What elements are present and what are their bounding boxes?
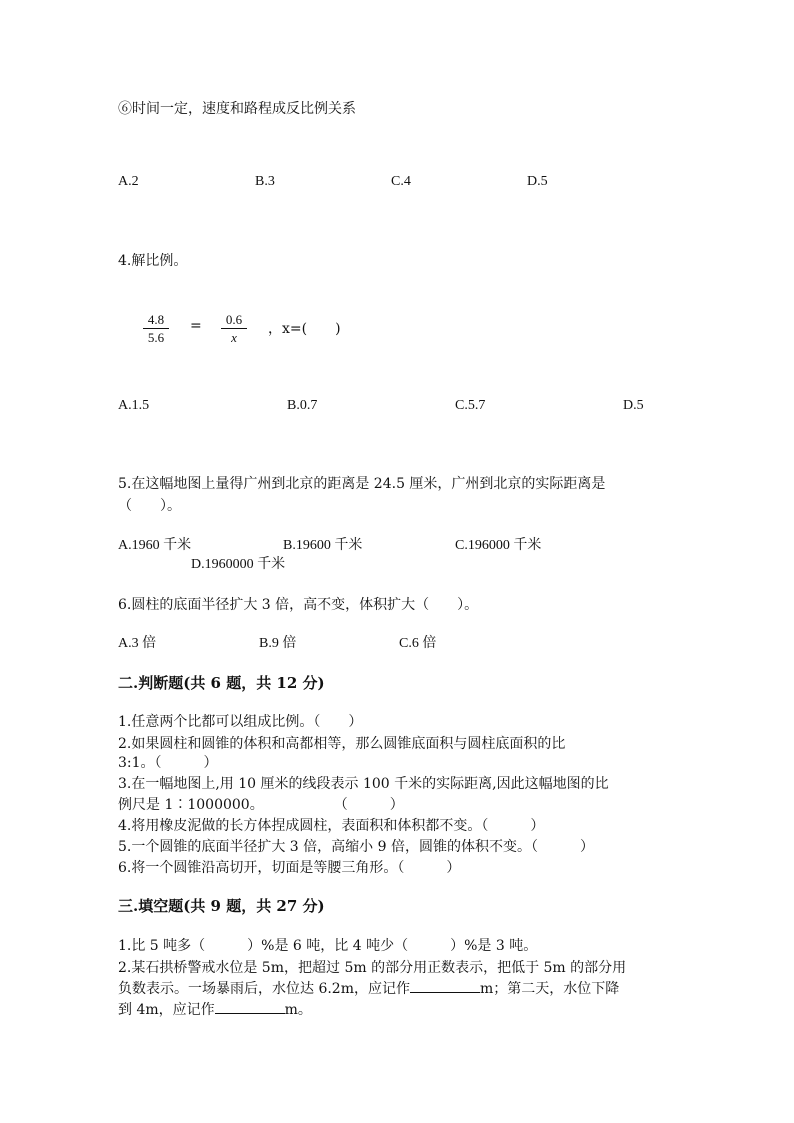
q4-option-b[interactable]: B.0.7 <box>287 398 318 413</box>
fraction-bar <box>221 328 247 329</box>
section-2-heading: 二.判断题(共 6 题，共 12 分) <box>118 674 325 692</box>
q5-option-d[interactable]: D.1960000 千米 <box>191 557 286 572</box>
q3-item-6: ⑥时间一定，速度和路程成反比例关系 <box>118 101 356 117</box>
fill-item-2-cont2 <box>118 999 312 1019</box>
q6-option-c[interactable]: C.6 倍 <box>399 636 437 651</box>
q6-option-b[interactable]: B.9 倍 <box>259 636 297 651</box>
fill-item-2-text-c: 到 4m，应记作 <box>118 1002 215 1018</box>
judge-item-6: 6.将一个圆锥沿高切开，切面是等腰三角形。（ ） <box>118 860 461 876</box>
judge-item-1: 1.任意两个比都可以组成比例。（ ） <box>118 714 363 730</box>
q4-fraction-right-numerator: 0.6 <box>225 312 243 327</box>
fraction-bar <box>143 328 169 329</box>
fill-item-2-cont <box>118 978 619 998</box>
q5-text-line2: （ ）。 <box>118 498 181 514</box>
q4-option-d[interactable]: D.5 <box>623 398 644 413</box>
q4-option-c[interactable]: C.5.7 <box>455 398 486 413</box>
q5-option-a[interactable]: A.1960 千米 <box>118 538 192 553</box>
fill-item-2-text-b: m；第二天，水位下降 <box>480 981 620 997</box>
q4-equals-sign: = <box>190 318 202 334</box>
q6-option-a[interactable]: A.3 倍 <box>118 636 157 651</box>
judge-item-4: 4.将用橡皮泥做的长方体捏成圆柱，表面积和体积都不变。（ ） <box>118 818 545 834</box>
fill-item-1: 1.比 5 吨多（ ）%是 6 吨，比 4 吨少（ ）%是 3 吨。 <box>118 938 538 954</box>
q4-fraction-left <box>143 312 169 345</box>
q5-option-c[interactable]: C.196000 千米 <box>455 538 542 553</box>
q5-text-line1: 5.在这幅地图上量得广州到北京的距离是 24.5 厘米，广州到北京的实际距离是 <box>118 476 606 492</box>
q4-answer-blank: ，x=( ) <box>268 321 341 337</box>
judge-item-3-cont: 例尺是 1∶1000000。 （ ） <box>118 797 404 813</box>
fill-item-2-text-d: m。 <box>284 1002 312 1018</box>
judge-item-5: 5.一个圆锥的底面半径扩大 3 倍，高缩小 9 倍，圆锥的体积不变。（ ） <box>118 839 594 855</box>
judge-item-3: 3.在一幅地图上,用 10 厘米的线段表示 100 千米的实际距离,因此这幅地图的比 <box>118 776 609 792</box>
answer-blank[interactable] <box>215 999 285 1014</box>
judge-item-2-cont: 3:1。（ ） <box>118 755 218 771</box>
q4-option-a[interactable]: A.1.5 <box>118 398 150 413</box>
q6-text: 6.圆柱的底面半径扩大 3 倍，高不变，体积扩大（ ）。 <box>118 597 479 613</box>
q4-fraction-right-denominator: x <box>231 330 237 345</box>
q4-fraction-right <box>221 312 247 345</box>
answer-blank[interactable] <box>410 978 480 993</box>
fill-item-2-text-a: 负数表示。一场暴雨后，水位达 6.2m，应记作 <box>118 981 410 997</box>
q3-option-d[interactable]: D.5 <box>527 174 548 189</box>
fill-item-2: 2.某石拱桥警戒水位是 5m，把超过 5m 的部分用正数表示，把低于 5m 的部分用 <box>118 960 627 976</box>
q4-title: 4.解比例。 <box>118 253 188 269</box>
q3-option-a[interactable]: A.2 <box>118 174 139 189</box>
q3-option-c[interactable]: C.4 <box>391 174 411 189</box>
section-3-heading: 三.填空题(共 9 题，共 27 分) <box>118 897 325 915</box>
q5-option-b[interactable]: B.19600 千米 <box>283 538 363 553</box>
q3-option-b[interactable]: B.3 <box>255 174 275 189</box>
q4-fraction-left-numerator: 4.8 <box>147 312 165 327</box>
judge-item-2: 2.如果圆柱和圆锥的体积和高都相等，那么圆锥底面积与圆柱底面积的比 <box>118 736 566 752</box>
q4-fraction-left-denominator: 5.6 <box>147 330 165 345</box>
